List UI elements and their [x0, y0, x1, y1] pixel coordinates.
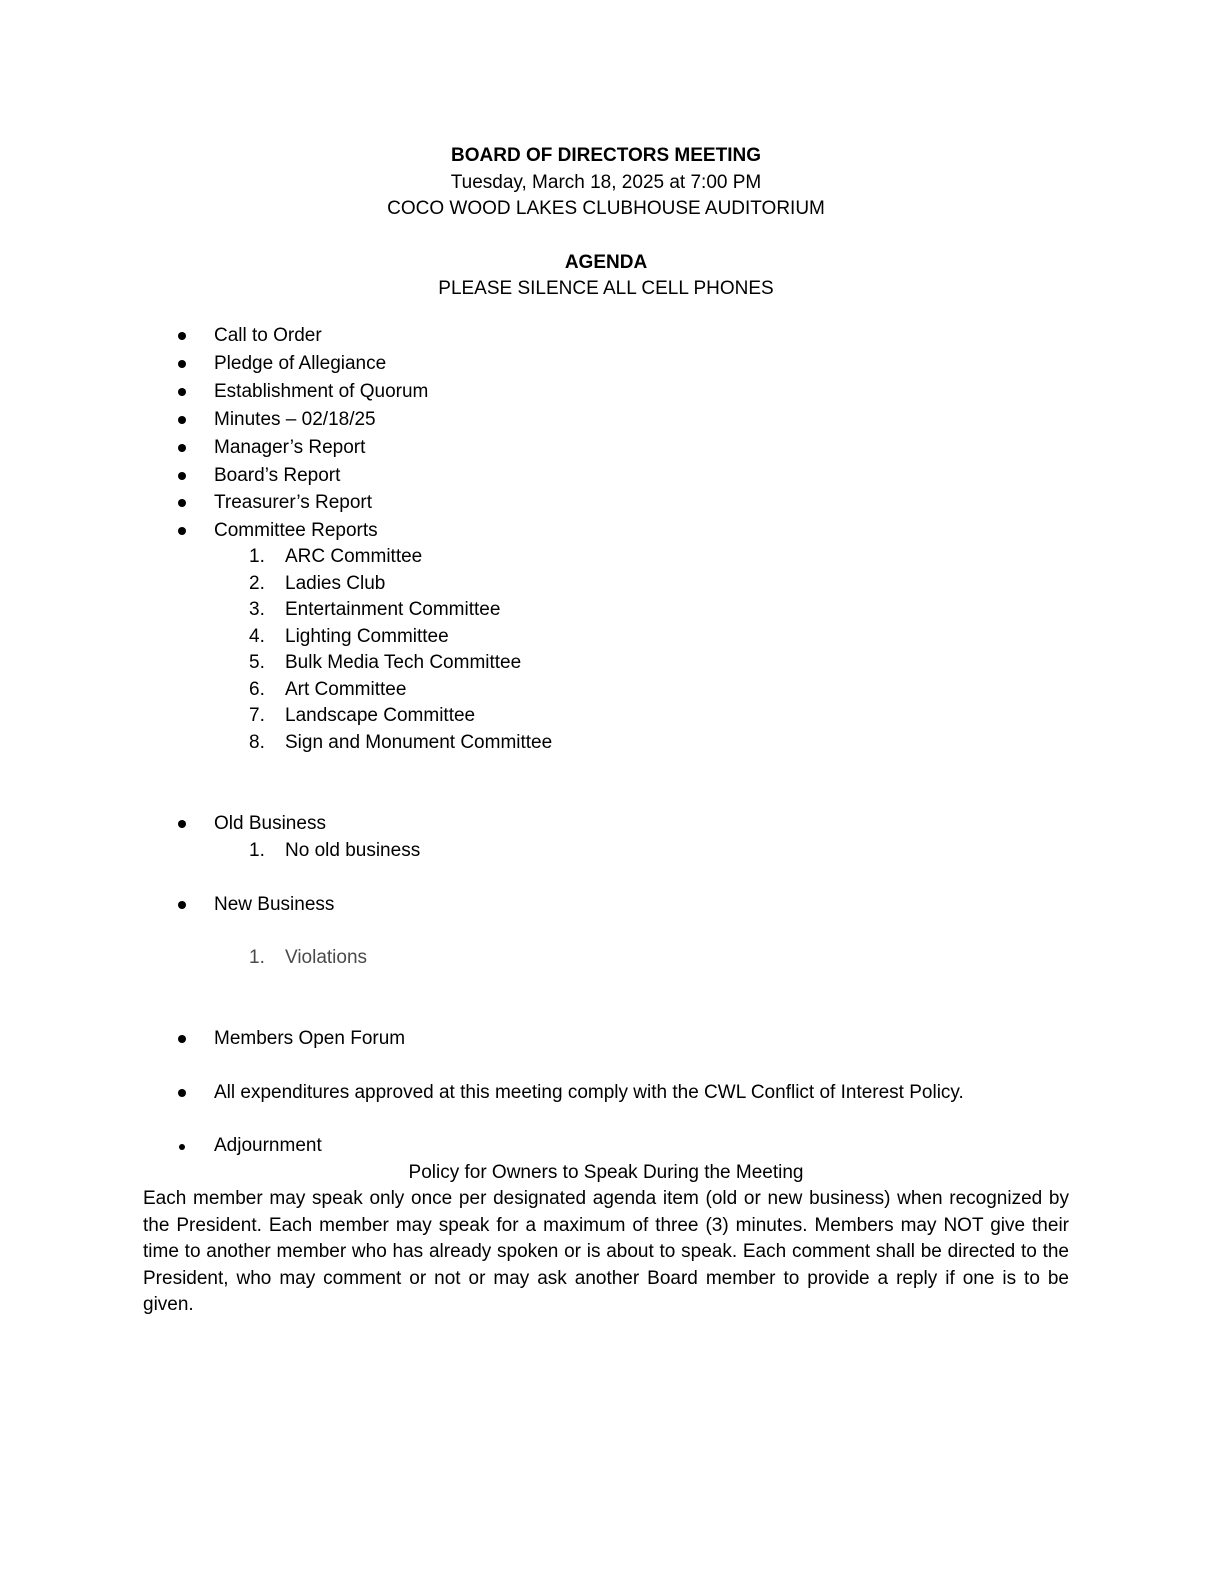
bullet-icon — [178, 360, 186, 368]
bullet-icon — [178, 820, 186, 828]
list-number: 4. — [249, 626, 265, 647]
agenda-item-label: Establishment of Quorum — [214, 381, 429, 402]
list-number: 3. — [249, 599, 265, 620]
agenda-item-label: Old Business — [214, 813, 326, 834]
meeting-title: BOARD OF DIRECTORS MEETING — [451, 145, 761, 166]
list-number: 5. — [249, 652, 265, 673]
list-number: 6. — [249, 679, 265, 700]
list-number: 1. — [249, 947, 265, 968]
bullet-icon — [178, 1089, 186, 1097]
meeting-datetime: Tuesday, March 18, 2025 at 7:00 PM — [450, 172, 762, 193]
list-number: 7. — [249, 705, 265, 726]
agenda-item-label: Minutes – 02/18/25 — [214, 409, 376, 430]
new-business-label: Violations — [285, 947, 368, 968]
bullet-icon — [178, 527, 186, 535]
committee-label: Lighting Committee — [285, 626, 449, 647]
list-number: 8. — [249, 732, 265, 753]
bullet-icon — [178, 416, 186, 424]
agenda-heading: AGENDA — [564, 252, 648, 273]
agenda-item-label: Pledge of Allegiance — [214, 353, 387, 374]
committee-label: Ladies Club — [285, 573, 386, 594]
committee-label: ARC Committee — [285, 546, 423, 567]
agenda-item-label: Adjournment — [214, 1135, 322, 1156]
bullet-icon — [178, 499, 186, 507]
bullet-icon — [178, 332, 186, 340]
bullet-icon — [178, 388, 186, 396]
agenda-item-label: Manager’s Report — [214, 437, 366, 458]
policy-title: Policy for Owners to Speak During the Meeting — [408, 1162, 804, 1183]
agenda-item-label: Committee Reports — [214, 520, 378, 541]
list-number: 1. — [249, 840, 265, 861]
committee-label: Entertainment Committee — [285, 599, 501, 620]
list-number: 1. — [249, 546, 265, 567]
bullet-icon — [178, 472, 186, 480]
bullet-icon — [178, 1035, 186, 1043]
agenda-item-label: Call to Order — [214, 325, 322, 346]
old-business-label: No old business — [285, 840, 421, 861]
agenda-item-label: Treasurer’s Report — [214, 492, 373, 513]
committee-label: Bulk Media Tech Committee — [285, 652, 522, 673]
silence-phones-notice: PLEASE SILENCE ALL CELL PHONES — [438, 278, 774, 299]
meeting-location: COCO WOOD LAKES CLUBHOUSE AUDITORIUM — [387, 198, 825, 219]
list-number: 2. — [249, 573, 265, 594]
bullet-icon — [178, 901, 186, 909]
bullet-icon — [179, 1144, 185, 1150]
agenda-item-label: Board’s Report — [214, 465, 341, 486]
committee-label: Art Committee — [285, 679, 407, 700]
bullet-icon — [178, 444, 186, 452]
committee-label: Landscape Committee — [285, 705, 476, 726]
committee-label: Sign and Monument Committee — [285, 732, 553, 753]
policy-body: Each member may speak only once per designated agenda item (old or new business) when recognized by the President. Each member may speak for a maximum of three (3) minutes. Members may NOT give their time to another member who has already spoken or is about to speak. Each comment shall be directed to the President, who may comment or not or may ask another Board member to provide a reply if one is to be given. — [143, 1188, 1069, 1315]
agenda-item-label: New Business — [214, 894, 335, 915]
agenda-item-label: All expenditures approved at this meeting comply with the CWL Conflict of Interest Policy. — [214, 1082, 964, 1103]
agenda-item-label: Members Open Forum — [214, 1028, 406, 1049]
